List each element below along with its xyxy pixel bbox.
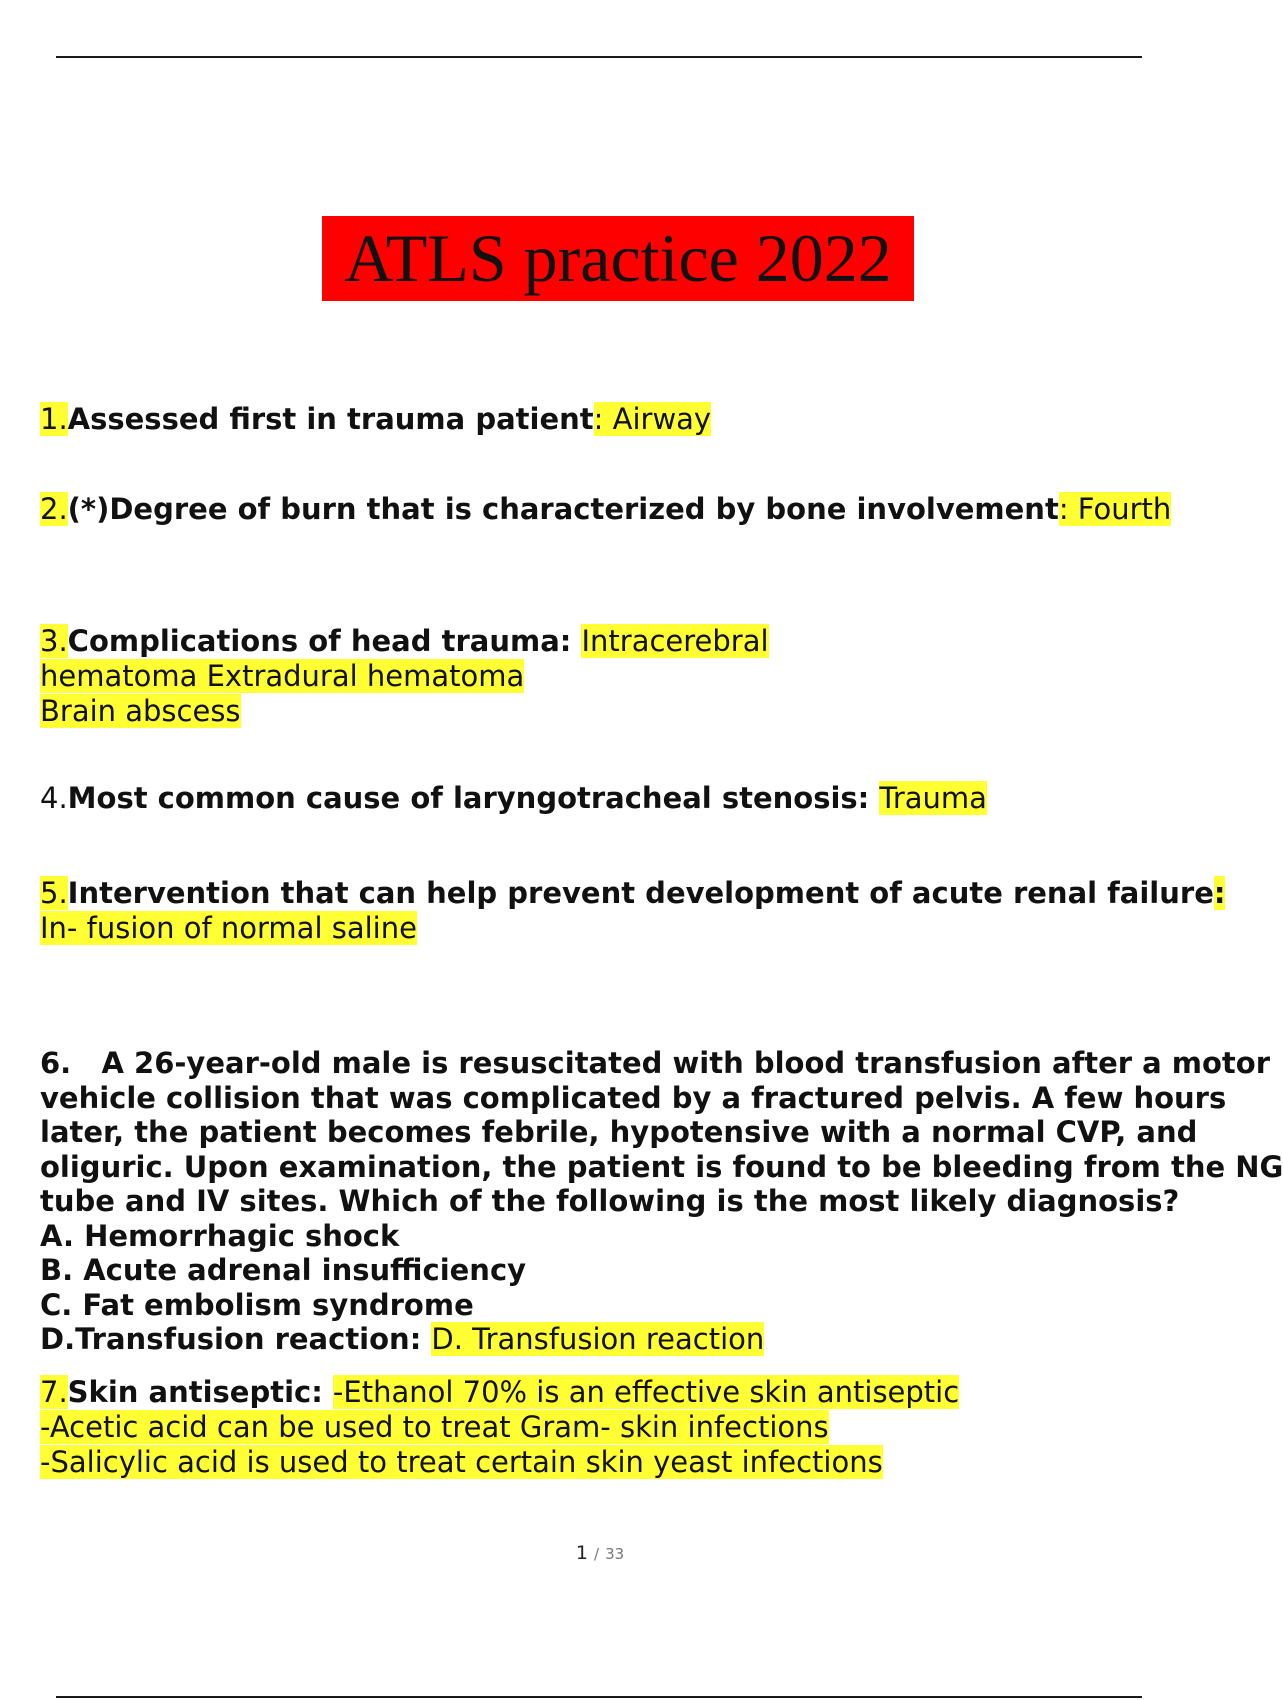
- q6-option-d: D.Transfusion reaction:: [40, 1322, 432, 1356]
- q3-answer-line-1: Intracerebral: [581, 624, 769, 658]
- q4-number: 4.: [40, 781, 68, 815]
- q7-answer-line-3: -Salicylic acid is used to treat certain skin yeast infections: [40, 1445, 883, 1479]
- q2-number: 2.: [40, 492, 68, 526]
- q2-answer-colon: :: [1058, 492, 1069, 526]
- page-total: 33: [605, 1545, 625, 1563]
- question-4: [40, 781, 1190, 816]
- page-current: 1: [575, 1542, 588, 1564]
- q6-option-c: C. Fat embolism syndrome: [40, 1287, 474, 1322]
- q7-answer-line-2: -Acetic acid can be used to treat Gram- skin infections: [40, 1410, 829, 1444]
- page-separator: /: [593, 1545, 600, 1563]
- q6-line-5: tube and IV sites. Which of the following is the most likely diagnosis?: [40, 1184, 1180, 1218]
- q1-answer: Airway: [603, 402, 712, 436]
- q6-option-b: B. Acute adrenal insufficiency: [40, 1253, 527, 1287]
- q7-number: 7.: [40, 1375, 68, 1409]
- q1-number: 1.: [40, 402, 68, 436]
- q5-answer-colon: :: [1213, 876, 1226, 910]
- q5-text: Intervention that can help prevent development of acute renal failure: [67, 876, 1214, 910]
- q5-answer: In- fusion of normal saline: [40, 911, 417, 945]
- top-rule: [56, 56, 1142, 58]
- question-3: [40, 624, 1190, 729]
- q7-text: Skin antiseptic:: [67, 1375, 333, 1409]
- q6-line-2: vehicle collision that was complicated by a fractured pelvis. A few hours: [40, 1080, 1227, 1115]
- q2-answer: Fourth: [1068, 492, 1172, 526]
- q3-text: Complications of head trauma:: [67, 624, 582, 658]
- q3-answer-line-2: hematoma Extradural hematoma: [40, 659, 525, 693]
- question-6-case: [40, 1046, 1283, 1357]
- q6-line-4: oliguric. Upon examination, the patient is found to be bleeding from the NG: [40, 1149, 1283, 1184]
- question-2: [40, 492, 1190, 527]
- q6-option-a: A. Hemorrhagic shock: [40, 1218, 400, 1253]
- q6-line-1: A 26-year-old male is resuscitated with blood transfusion after a motor: [101, 1046, 1271, 1080]
- q1-answer-colon: :: [593, 402, 604, 436]
- q6-line-3: later, the patient becomes febrile, hypotensive with a normal CVP, and: [40, 1115, 1198, 1149]
- q4-text: Most common cause of laryngotracheal stenosis:: [67, 781, 880, 815]
- q3-answer-line-3: Brain abscess: [40, 694, 241, 728]
- bottom-rule: [56, 1696, 1142, 1698]
- q6-number: 6.: [40, 1046, 72, 1080]
- q4-answer: Trauma: [879, 781, 987, 815]
- q3-number: 3.: [40, 624, 68, 658]
- question-7: [40, 1375, 1190, 1480]
- q7-answer-line-1: -Ethanol 70% is an effective skin antiseptic: [332, 1375, 960, 1409]
- page-indicator: [0, 1542, 1200, 1564]
- document-title: ATLS practice 2022: [322, 216, 914, 301]
- q2-text: (*)Degree of burn that is characterized by bone involvement: [67, 492, 1059, 526]
- q1-text: Assessed first in trauma patient: [67, 402, 594, 436]
- question-5: [40, 876, 1226, 946]
- q5-number: 5.: [40, 876, 68, 910]
- q6-answer: D. Transfusion reaction: [431, 1322, 765, 1356]
- question-1: [40, 402, 1190, 437]
